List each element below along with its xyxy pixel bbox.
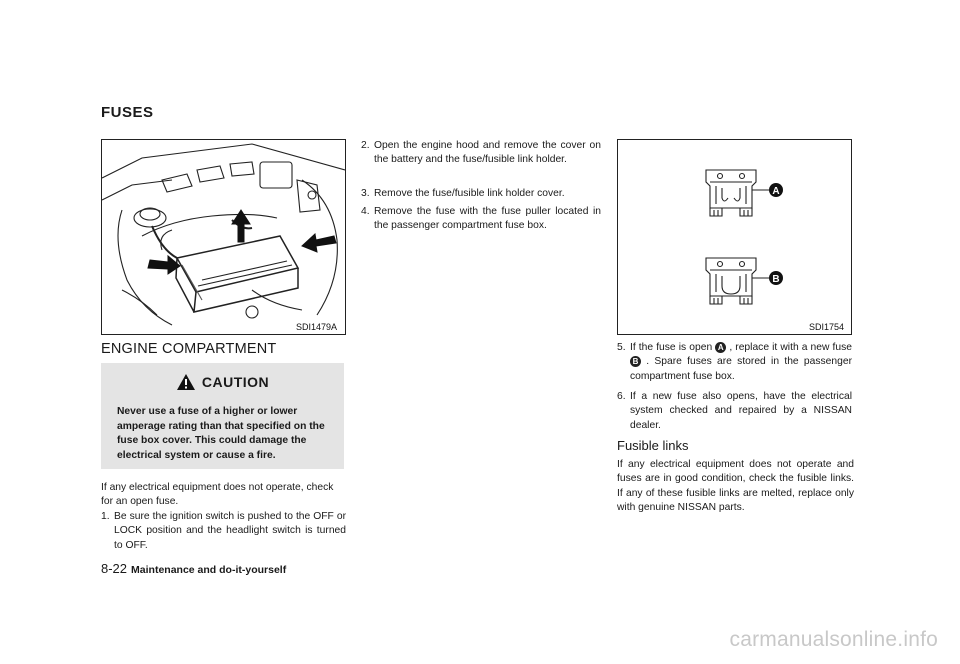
caution-body: Never use a fuse of a higher or lower amperage rating than that specified on the fuse box cover. This could damage the electrical system or cause a fire. xyxy=(117,406,325,461)
step-text: Be sure the ignition switch is pushed to the OFF or LOCK position and the headlight switch is turned to OFF. xyxy=(114,511,346,551)
chapter-title: Maintenance and do-it-yourself xyxy=(131,564,287,576)
fusible-links-paragraph: If any electrical equipment does not operate and fuses are in good condition, check the fusible links. If any of these fusible links are melted, replace only with genuine NISSAN parts. xyxy=(617,459,854,513)
step5-text-part2: , replace it with a new fuse xyxy=(726,342,852,353)
step-4 xyxy=(361,205,601,234)
step-number: 5. xyxy=(617,342,626,353)
step5-text-part3: . Spare fuses are stored in the passenger compartment fuse box. xyxy=(630,356,852,382)
page-number: 8-22 xyxy=(101,561,128,576)
step-5 xyxy=(617,341,852,384)
step-2 xyxy=(361,139,601,168)
step-text: If a new fuse also opens, have the electrical system checked and repaired by a NISSAN dealer. xyxy=(630,391,852,431)
step-3 xyxy=(361,187,601,201)
step-text: Remove the fuse with the fuse puller located in the passenger compartment fuse box. xyxy=(374,206,601,232)
step-number: 4. xyxy=(361,206,370,217)
step5-text-part1: If the fuse is open xyxy=(630,342,716,353)
step-6 xyxy=(617,390,852,433)
figure2-label: SDI1754 xyxy=(808,322,844,332)
page-footer xyxy=(101,561,286,576)
step-number: 6. xyxy=(617,391,626,402)
callout-a-label: A xyxy=(772,186,780,197)
intro-paragraph: If any electrical equipment does not operate, check for an open fuse. xyxy=(101,482,334,508)
step-text: Remove the fuse/fusible link holder cover. xyxy=(374,188,565,199)
step-number: 3. xyxy=(361,188,370,199)
fuse-illustration xyxy=(618,140,851,334)
watermark: carmanualsonline.info xyxy=(729,628,938,651)
engine-compartment-heading: ENGINE COMPARTMENT xyxy=(101,341,277,357)
step-number: 1. xyxy=(101,511,110,522)
callout-b-label: B xyxy=(772,274,780,285)
callout-a-badge: A xyxy=(715,342,726,353)
caution-title-row xyxy=(101,373,344,391)
engine-compartment-illustration xyxy=(102,140,345,334)
callout-b-badge: B xyxy=(630,356,641,367)
section-title: FUSES xyxy=(101,104,154,121)
step-number: 2. xyxy=(361,140,370,151)
step-text: Open the engine hood and remove the cover on the battery and the fuse/fusible link holder. xyxy=(374,140,601,166)
fuse-figure xyxy=(617,139,852,335)
figure1-label: SDI1479A xyxy=(295,322,337,332)
engine-compartment-figure xyxy=(101,139,346,335)
caution-box xyxy=(101,363,344,469)
caution-title: CAUTION xyxy=(201,374,270,390)
fusible-links-heading: Fusible links xyxy=(617,438,689,453)
warning-triangle-icon xyxy=(176,373,196,391)
step-text xyxy=(617,341,852,384)
step-1 xyxy=(101,510,346,553)
